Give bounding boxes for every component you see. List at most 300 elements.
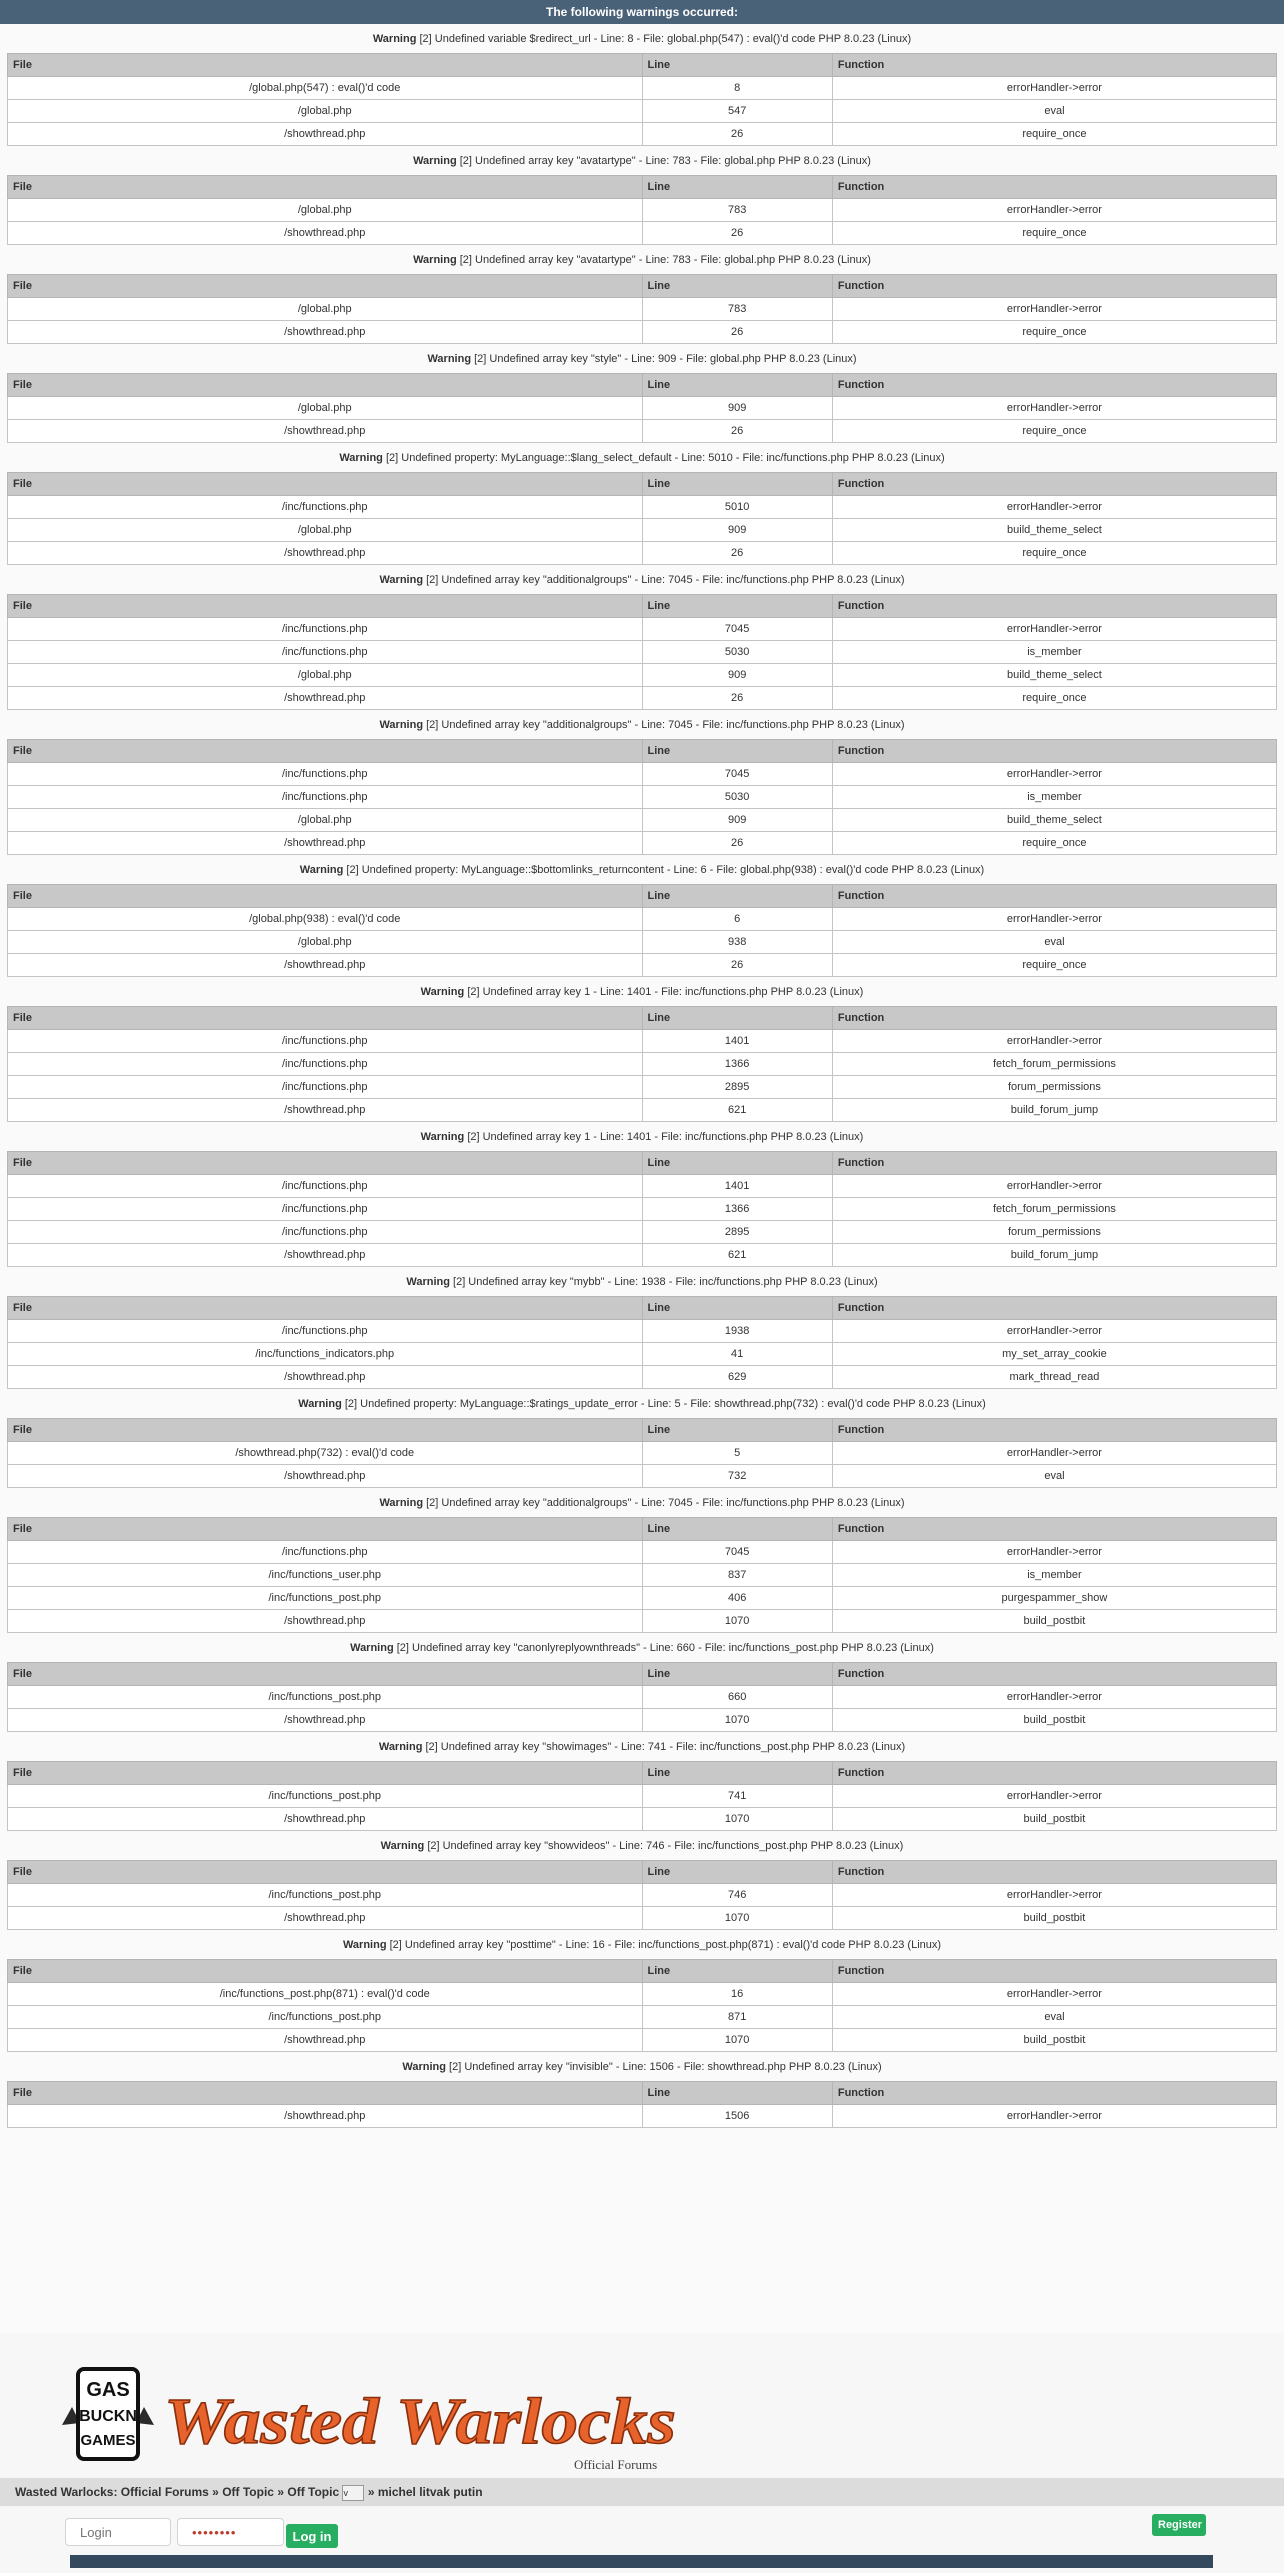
cell-function: require_once	[832, 321, 1276, 344]
table-row	[8, 397, 1277, 420]
cell-function: build_forum_jump	[832, 1244, 1276, 1267]
warning-message	[0, 1638, 1284, 1658]
table-row	[8, 1610, 1277, 1633]
header-function: Function	[832, 54, 1276, 77]
cell-function: errorHandler->error	[832, 496, 1276, 519]
stack-trace-table	[7, 1761, 1277, 1831]
cell-function: mark_thread_read	[832, 1366, 1276, 1389]
warning-text: [2] Undefined variable $redirect_url - Line: 8 - File: global.php(547) : eval()'d code PHP 8.0.23 (Linux)	[419, 33, 912, 45]
table-row	[8, 1076, 1277, 1099]
badge-word-2: BUCKN	[79, 2408, 137, 2425]
table-header-row	[8, 1152, 1277, 1175]
breadcrumb-item-off-topic-2[interactable]: Off Topic	[287, 2485, 340, 2499]
cell-function: build_postbit	[832, 1808, 1276, 1831]
table-header-row	[8, 1663, 1277, 1686]
cell-function: errorHandler->error	[832, 908, 1276, 931]
cell-function: fetch_forum_permissions	[832, 1053, 1276, 1076]
warning-message	[0, 1272, 1284, 1292]
cell-line: 26	[642, 321, 832, 344]
header-line: Line	[642, 2082, 832, 2105]
cell-function: errorHandler->error	[832, 298, 1276, 321]
cell-file: /inc/functions.php	[8, 1198, 643, 1221]
header-line: Line	[642, 1663, 832, 1686]
cell-function: forum_permissions	[832, 1221, 1276, 1244]
table-row	[8, 1686, 1277, 1709]
cell-file: /showthread.php	[8, 1244, 643, 1267]
table-row	[8, 420, 1277, 443]
cell-file: /showthread.php	[8, 420, 643, 443]
table-header-row	[8, 1007, 1277, 1030]
stack-trace-table	[7, 1418, 1277, 1488]
cell-line: 7045	[642, 763, 832, 786]
table-header-row	[8, 54, 1277, 77]
forum-logo[interactable]	[62, 2365, 682, 2475]
cell-line: 26	[642, 420, 832, 443]
warning-text: [2] Undefined array key "showimages" - Line: 741 - File: inc/functions_post.php PHP 8.0.23 (Linux)	[425, 1741, 906, 1753]
header-function: Function	[832, 2082, 1276, 2105]
warning-text: [2] Undefined array key "additionalgroups" - Line: 7045 - File: inc/functions.php PHP 8.0.23 (Linux)	[426, 574, 905, 586]
cell-line: 1070	[642, 1709, 832, 1732]
header-line: Line	[642, 1297, 832, 1320]
cell-line: 871	[642, 2006, 832, 2029]
cell-function: require_once	[832, 954, 1276, 977]
cell-file: /showthread.php	[8, 123, 643, 146]
cell-line: 1938	[642, 1320, 832, 1343]
table-row	[8, 298, 1277, 321]
warning-message	[0, 1737, 1284, 1757]
warning-message	[0, 151, 1284, 171]
cell-line: 2895	[642, 1076, 832, 1099]
stack-trace-table	[7, 175, 1277, 245]
breadcrumb-separator: »	[367, 2485, 375, 2499]
header-function: Function	[832, 1152, 1276, 1175]
warning-text: [2] Undefined array key "canonlyreplyownthreads" - Line: 660 - File: inc/functions_post.php PHP 8.0.23 (Linux)	[396, 1642, 934, 1654]
cell-function: errorHandler->error	[832, 1320, 1276, 1343]
table-row	[8, 786, 1277, 809]
stack-trace-table	[7, 1296, 1277, 1389]
cell-function: purgespammer_show	[832, 1587, 1276, 1610]
register-button[interactable]: Register	[1152, 2514, 1206, 2536]
warning-label: Warning	[420, 1131, 465, 1143]
cell-function: require_once	[832, 420, 1276, 443]
stack-trace-table	[7, 1517, 1277, 1633]
cell-function: errorHandler->error	[832, 618, 1276, 641]
table-header-row	[8, 275, 1277, 298]
cell-file: /global.php(547) : eval()'d code	[8, 77, 643, 100]
cell-file: /inc/functions.php	[8, 641, 643, 664]
cell-file: /inc/functions.php	[8, 1030, 643, 1053]
table-row	[8, 519, 1277, 542]
warning-label: Warning	[339, 452, 383, 464]
cell-line: 746	[642, 1884, 832, 1907]
cell-function: my_set_array_cookie	[832, 1343, 1276, 1366]
header-line: Line	[642, 595, 832, 618]
header-function: Function	[832, 473, 1276, 496]
warning-text: [2] Undefined property: MyLanguage::$lang_select_default - Line: 5010 - File: inc/functions.php PHP 8.0.23 (Linux)	[385, 452, 945, 464]
cell-function: is_member	[832, 1564, 1276, 1587]
warning-label: Warning	[380, 1840, 425, 1852]
cell-function: build_postbit	[832, 2029, 1276, 2052]
cell-file: /inc/functions_post.php	[8, 1785, 643, 1808]
stack-trace-table	[7, 1151, 1277, 1267]
cell-function: build_forum_jump	[832, 1099, 1276, 1122]
cell-function: build_theme_select	[832, 664, 1276, 687]
cell-function: forum_permissions	[832, 1076, 1276, 1099]
cell-file: /inc/functions_post.php	[8, 1587, 643, 1610]
cell-file: /showthread.php	[8, 222, 643, 245]
cell-line: 660	[642, 1686, 832, 1709]
table-row	[8, 664, 1277, 687]
cell-function: errorHandler->error	[832, 77, 1276, 100]
warning-text: [2] Undefined array key "avatartype" - Line: 783 - File: global.php PHP 8.0.23 (Linux)	[459, 254, 871, 266]
badge-word-1: GAS	[86, 2379, 130, 2401]
warning-message	[0, 349, 1284, 369]
cell-function: errorHandler->error	[832, 2105, 1276, 2128]
table-row	[8, 1366, 1277, 1389]
cell-line: 629	[642, 1366, 832, 1389]
cell-function: errorHandler->error	[832, 1442, 1276, 1465]
table-row	[8, 2105, 1277, 2128]
cell-function: errorHandler->error	[832, 397, 1276, 420]
warning-text: [2] Undefined property: MyLanguage::$bottomlinks_returncontent - Line: 6 - File: global.php(938) : eval()'d code PHP 8.0.23 (Linux)	[346, 864, 985, 876]
warning-message	[0, 2057, 1284, 2077]
header-function: Function	[832, 1007, 1276, 1030]
cell-line: 938	[642, 931, 832, 954]
cell-function: errorHandler->error	[832, 1983, 1276, 2006]
cell-file: /inc/functions_post.php(871) : eval()'d code	[8, 1983, 643, 2006]
cell-line: 26	[642, 123, 832, 146]
header-function: Function	[832, 595, 1276, 618]
cell-file: /showthread.php	[8, 321, 643, 344]
cell-line: 26	[642, 954, 832, 977]
table-row	[8, 2029, 1277, 2052]
warning-label: Warning	[372, 33, 417, 45]
cell-file: /inc/functions.php	[8, 1076, 643, 1099]
warning-text: [2] Undefined array key "posttime" - Line: 16 - File: inc/functions_post.php(871) : eval()'d code PHP 8.0.23 (Linux)	[389, 1939, 942, 1951]
cell-line: 1401	[642, 1030, 832, 1053]
table-row	[8, 908, 1277, 931]
cell-line: 5030	[642, 641, 832, 664]
cell-line: 6	[642, 908, 832, 931]
cell-line: 7045	[642, 618, 832, 641]
cell-line: 547	[642, 100, 832, 123]
header-file: File	[8, 54, 643, 77]
table-row	[8, 123, 1277, 146]
cell-file: /showthread.php	[8, 1465, 643, 1488]
cell-file: /showthread.php	[8, 1610, 643, 1633]
cell-file: /showthread.php	[8, 832, 643, 855]
header-line: Line	[642, 275, 832, 298]
cell-line: 26	[642, 832, 832, 855]
table-row	[8, 1320, 1277, 1343]
password-input[interactable]	[177, 2518, 284, 2546]
cell-function: errorHandler->error	[832, 1030, 1276, 1053]
login-button[interactable]: Log in	[286, 2524, 338, 2548]
cell-function: build_theme_select	[832, 809, 1276, 832]
header-file: File	[8, 740, 643, 763]
table-row	[8, 1442, 1277, 1465]
cell-file: /showthread.php	[8, 687, 643, 710]
cell-line: 732	[642, 1465, 832, 1488]
gas-burn-games-badge-icon	[62, 2369, 154, 2459]
header-file: File	[8, 1518, 643, 1541]
header-file: File	[8, 1960, 643, 1983]
warning-message	[0, 982, 1284, 1002]
cell-function: errorHandler->error	[832, 1785, 1276, 1808]
table-row	[8, 1465, 1277, 1488]
breadcrumb-item-off-topic[interactable]: Off Topic	[222, 2485, 274, 2499]
cell-file: /global.php(938) : eval()'d code	[8, 908, 643, 931]
table-header-row	[8, 885, 1277, 908]
cell-file: /showthread.php	[8, 1907, 643, 1930]
cell-function: eval	[832, 2006, 1276, 2029]
warning-label: Warning	[298, 1398, 342, 1410]
table-row	[8, 1808, 1277, 1831]
cell-file: /global.php	[8, 931, 643, 954]
broken-image-icon[interactable]: v	[342, 2485, 364, 2501]
warning-label: Warning	[406, 1276, 450, 1288]
warning-message	[0, 1127, 1284, 1147]
cell-file: /global.php	[8, 809, 643, 832]
cell-function: build_postbit	[832, 1610, 1276, 1633]
cell-line: 2895	[642, 1221, 832, 1244]
table-header-row	[8, 1297, 1277, 1320]
cell-function: require_once	[832, 123, 1276, 146]
header-function: Function	[832, 176, 1276, 199]
cell-file: /showthread.php(732) : eval()'d code	[8, 1442, 643, 1465]
warning-label: Warning	[402, 2061, 446, 2073]
header-function: Function	[832, 275, 1276, 298]
cell-function: build_theme_select	[832, 519, 1276, 542]
cell-file: /inc/functions_post.php	[8, 1884, 643, 1907]
header-function: Function	[832, 885, 1276, 908]
warnings-list	[0, 29, 1284, 2128]
stack-trace-table	[7, 739, 1277, 855]
warning-text: [2] Undefined array key "mybb" - Line: 1938 - File: inc/functions.php PHP 8.0.23 (Linux)	[453, 1276, 878, 1288]
cell-line: 909	[642, 519, 832, 542]
cell-function: build_postbit	[832, 1907, 1276, 1930]
cell-function: eval	[832, 1465, 1276, 1488]
warning-message	[0, 29, 1284, 49]
cell-function: require_once	[832, 687, 1276, 710]
header-file: File	[8, 595, 643, 618]
table-row	[8, 1587, 1277, 1610]
cell-line: 741	[642, 1785, 832, 1808]
header-line: Line	[642, 1861, 832, 1884]
warning-text: [2] Undefined array key 1 - Line: 1401 - File: inc/functions.php PHP 8.0.23 (Linux)	[467, 986, 864, 998]
warning-text: [2] Undefined array key "avatartype" - Line: 783 - File: global.php PHP 8.0.23 (Linux)	[459, 155, 871, 167]
cell-function: eval	[832, 931, 1276, 954]
logo-subtitle: Official Forums	[574, 2457, 658, 2472]
username-input[interactable]	[65, 2518, 171, 2546]
table-row	[8, 542, 1277, 565]
header-line: Line	[642, 1960, 832, 1983]
breadcrumb-item-forums[interactable]: Wasted Warlocks: Official Forums	[15, 2485, 209, 2499]
cell-line: 621	[642, 1099, 832, 1122]
header-file: File	[8, 1007, 643, 1030]
cell-line: 909	[642, 664, 832, 687]
cell-function: is_member	[832, 786, 1276, 809]
warning-label: Warning	[379, 1497, 424, 1509]
table-row	[8, 1884, 1277, 1907]
header-file: File	[8, 473, 643, 496]
table-row	[8, 1053, 1277, 1076]
header-line: Line	[642, 1007, 832, 1030]
stack-trace-table	[7, 472, 1277, 565]
cell-function: errorHandler->error	[832, 763, 1276, 786]
table-row	[8, 687, 1277, 710]
header-line: Line	[642, 1419, 832, 1442]
forum-header	[0, 2353, 1284, 2478]
table-row	[8, 199, 1277, 222]
cell-file: /inc/functions_post.php	[8, 1686, 643, 1709]
table-header-row	[8, 1762, 1277, 1785]
header-line: Line	[642, 1762, 832, 1785]
table-row	[8, 763, 1277, 786]
header-function: Function	[832, 1419, 1276, 1442]
warning-message	[0, 250, 1284, 270]
cell-function: errorHandler->error	[832, 1686, 1276, 1709]
cell-file: /inc/functions.php	[8, 763, 643, 786]
cell-line: 783	[642, 199, 832, 222]
cell-line: 1070	[642, 1610, 832, 1633]
cell-line: 1070	[642, 1808, 832, 1831]
cell-function: require_once	[832, 832, 1276, 855]
header-line: Line	[642, 374, 832, 397]
cell-function: errorHandler->error	[832, 1884, 1276, 1907]
cell-file: /global.php	[8, 100, 643, 123]
cell-line: 1401	[642, 1175, 832, 1198]
warning-message	[0, 570, 1284, 590]
footer-bar	[70, 2555, 1213, 2568]
cell-file: /showthread.php	[8, 2029, 643, 2052]
cell-file: /inc/functions_indicators.php	[8, 1343, 643, 1366]
cell-line: 1506	[642, 2105, 832, 2128]
header-function: Function	[832, 1297, 1276, 1320]
table-row	[8, 1709, 1277, 1732]
cell-function: eval	[832, 100, 1276, 123]
cell-file: /showthread.php	[8, 1808, 643, 1831]
table-row	[8, 1541, 1277, 1564]
cell-file: /inc/functions.php	[8, 1175, 643, 1198]
table-row	[8, 931, 1277, 954]
header-file: File	[8, 1419, 643, 1442]
header-file: File	[8, 1297, 643, 1320]
header-function: Function	[832, 1960, 1276, 1983]
cell-file: /inc/functions.php	[8, 1320, 643, 1343]
cell-function: errorHandler->error	[832, 1541, 1276, 1564]
cell-function: fetch_forum_permissions	[832, 1198, 1276, 1221]
table-row	[8, 954, 1277, 977]
table-row	[8, 1221, 1277, 1244]
header-line: Line	[642, 54, 832, 77]
table-header-row	[8, 1861, 1277, 1884]
warning-label: Warning	[420, 986, 465, 998]
cell-line: 909	[642, 809, 832, 832]
table-row	[8, 2006, 1277, 2029]
header-file: File	[8, 176, 643, 199]
header-file: File	[8, 1861, 643, 1884]
cell-file: /global.php	[8, 519, 643, 542]
warning-message	[0, 860, 1284, 880]
warning-text: [2] Undefined property: MyLanguage::$ratings_update_error - Line: 5 - File: showthread.php(732) : eval()'d code PHP 8.0.23 (Linux)	[344, 1398, 986, 1410]
cell-file: /inc/functions.php	[8, 1221, 643, 1244]
cell-line: 621	[642, 1244, 832, 1267]
cell-file: /global.php	[8, 298, 643, 321]
header-line: Line	[642, 176, 832, 199]
breadcrumb-current: michel litvak putin	[377, 2485, 483, 2499]
stack-trace-table	[7, 594, 1277, 710]
cell-function: errorHandler->error	[832, 1175, 1276, 1198]
warning-message	[0, 1394, 1284, 1414]
table-row	[8, 100, 1277, 123]
stack-trace-table	[7, 274, 1277, 344]
breadcrumb-separator: »	[277, 2485, 285, 2499]
table-row	[8, 1343, 1277, 1366]
warning-message	[0, 1836, 1284, 1856]
warning-label: Warning	[427, 353, 472, 365]
cell-line: 1070	[642, 1907, 832, 1930]
table-header-row	[8, 176, 1277, 199]
cell-line: 16	[642, 1983, 832, 2006]
cell-line: 1366	[642, 1198, 832, 1221]
header-file: File	[8, 275, 643, 298]
stack-trace-table	[7, 1662, 1277, 1732]
stack-trace-table	[7, 1860, 1277, 1930]
header-file: File	[8, 1762, 643, 1785]
table-row	[8, 77, 1277, 100]
warning-text: [2] Undefined array key "additionalgroups" - Line: 7045 - File: inc/functions.php PHP 8.0.23 (Linux)	[426, 719, 905, 731]
warning-message	[0, 448, 1284, 468]
cell-line: 783	[642, 298, 832, 321]
table-header-row	[8, 595, 1277, 618]
logo-title: Wasted Warlocks	[164, 2385, 676, 2458]
cell-file: /inc/functions_post.php	[8, 2006, 643, 2029]
warning-text: [2] Undefined array key "additionalgroups" - Line: 7045 - File: inc/functions.php PHP 8.0.23 (Linux)	[426, 1497, 905, 1509]
cell-line: 26	[642, 687, 832, 710]
cell-file: /showthread.php	[8, 542, 643, 565]
table-row	[8, 1907, 1277, 1930]
stack-trace-table	[7, 1959, 1277, 2052]
cell-file: /global.php	[8, 664, 643, 687]
warning-label: Warning	[379, 719, 424, 731]
header-line: Line	[642, 473, 832, 496]
cell-file: /inc/functions.php	[8, 1053, 643, 1076]
header-function: Function	[832, 740, 1276, 763]
table-row	[8, 321, 1277, 344]
cell-line: 837	[642, 1564, 832, 1587]
stack-trace-table	[7, 1006, 1277, 1122]
table-header-row	[8, 740, 1277, 763]
stack-trace-table	[7, 884, 1277, 977]
warning-message	[0, 1935, 1284, 1955]
header-line: Line	[642, 1518, 832, 1541]
table-header-row	[8, 473, 1277, 496]
cell-file: /showthread.php	[8, 1366, 643, 1389]
table-row	[8, 809, 1277, 832]
spacer	[0, 2333, 1284, 2353]
cell-line: 26	[642, 222, 832, 245]
cell-line: 7045	[642, 1541, 832, 1564]
header-line: Line	[642, 885, 832, 908]
header-file: File	[8, 885, 643, 908]
cell-line: 41	[642, 1343, 832, 1366]
cell-file: /showthread.php	[8, 2105, 643, 2128]
warning-label: Warning	[413, 254, 457, 266]
cell-line: 909	[642, 397, 832, 420]
stack-trace-table	[7, 2081, 1277, 2128]
table-row	[8, 1785, 1277, 1808]
